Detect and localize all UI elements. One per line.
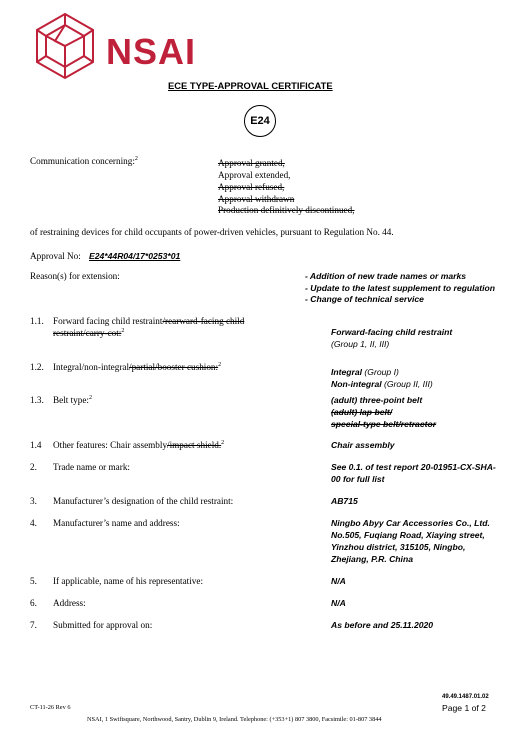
- section-1-3-value-three-point: (adult) three-point belt: [331, 395, 423, 405]
- section-4-address-line: Ningbo Abyy Car Accessories Co., Ltd.: [331, 518, 490, 528]
- option-production-discontinued: Production definitively discontinued,: [218, 205, 355, 215]
- section-6-label: Address:: [53, 598, 86, 608]
- footer-ref-code: 49.49.1487.01.02: [442, 694, 489, 700]
- approval-label: Approval No:: [30, 251, 81, 261]
- reason-item: - Update to the latest supplement to regulation: [305, 283, 496, 293]
- section-1-4-label: Other features: Chair assembly/impact shield.$^2$: [53, 440, 225, 451]
- e-mark-badge: [244, 105, 276, 137]
- section-number: 5.: [30, 576, 37, 586]
- section-number: 1.2.: [30, 362, 44, 372]
- section-1-3-label: Belt type:$^2$: [53, 395, 92, 406]
- section-1-2-value-integral: Integral (Group I): [331, 367, 399, 377]
- section-1-3-value-lap: (adult) lap belt/: [331, 407, 393, 417]
- section-number: 7.: [30, 620, 37, 630]
- footer-doc-code: CT-11-26 Rev 6: [30, 704, 71, 711]
- reasons-label: Reason(s) for extension:: [30, 271, 120, 281]
- section-1-1-label-cont: restraint/carry-cot:$^2$: [53, 328, 125, 339]
- reason-item: - Addition of new trade names or marks: [305, 271, 467, 281]
- approval-number: E24*44R04/17*0253*01: [89, 251, 181, 261]
- section-2-value-cont: 00 for full list: [331, 474, 385, 484]
- section-4-label: Manufacturer’s name and address:: [53, 518, 180, 528]
- footer-address: NSAI, 1 Swiftsquare, Northwood, Santry, Dublin 9, Ireland. Telephone: (+353+1) 807 3800, Facsimile: 01-807 3844: [87, 716, 382, 723]
- section-2-label: Trade name or mark:: [53, 462, 130, 472]
- section-1-1-value: Forward-facing child restraint: [331, 327, 453, 337]
- section-6-value: N/A: [331, 598, 346, 608]
- section-1-3-value-special: special-type belt/retractor: [331, 419, 437, 429]
- section-number: 1.4: [30, 440, 42, 450]
- section-5-label: If applicable, name of his representative:: [53, 576, 203, 586]
- certificate-title: ECE TYPE-APPROVAL CERTIFICATE: [168, 80, 333, 91]
- section-number: 3.: [30, 496, 37, 506]
- section-4-address-line: Yinzhou district, 315105, Ningbo,: [331, 542, 466, 552]
- option-approval-extended: Approval extended,: [218, 170, 291, 180]
- section-1-4-value: Chair assembly: [331, 440, 395, 450]
- section-4-address-line: No.505, Fuqiang Road, Xiaying street,: [331, 530, 485, 540]
- section-1-1-label: Forward facing child restraint/rearward-facing child: [53, 316, 245, 326]
- regulation-statement: of restraining devices for child occupants of power-driven vehicles, pursuant to Regulation No. 44.: [30, 227, 394, 237]
- reason-item: - Change of technical service: [305, 294, 424, 304]
- nsai-logo-icon: [30, 11, 100, 81]
- section-4-address-line: Zhejiang, P.R. China: [331, 554, 413, 564]
- option-approval-granted: Approval granted,: [218, 158, 285, 168]
- communication-label: Communication concerning:$^2$: [30, 156, 138, 167]
- section-3-value: AB715: [331, 496, 358, 506]
- section-number: 1.3.: [30, 395, 44, 405]
- option-approval-refused: Approval refused,: [218, 182, 285, 192]
- section-number: 1.1.: [30, 316, 44, 326]
- section-1-2-label: Integral/non-integral/partial/booster cushion:$^2$: [53, 362, 222, 373]
- section-5-value: N/A: [331, 576, 346, 586]
- option-approval-withdrawn: Approval withdrawn: [218, 194, 295, 204]
- section-1-1-group: (Group 1, II, III): [331, 339, 390, 349]
- e-mark-text: E24: [250, 115, 270, 127]
- section-2-value: See 0.1. of test report 20-01951-CX-SHA-: [331, 462, 496, 472]
- section-1-2-value-nonintegral: Non-integral (Group II, III): [331, 379, 433, 389]
- section-number: 2.: [30, 462, 37, 472]
- section-number: 4.: [30, 518, 37, 528]
- section-7-value: As before and 25.11.2020: [331, 620, 434, 630]
- section-7-label: Submitted for approval on:: [53, 620, 153, 630]
- section-number: 6.: [30, 598, 37, 608]
- logo-wordmark: NSAI: [106, 31, 197, 72]
- footer-page-number: Page 1 of 2: [442, 703, 486, 713]
- section-3-label: Manufacturer’s designation of the child restraint:: [53, 496, 234, 506]
